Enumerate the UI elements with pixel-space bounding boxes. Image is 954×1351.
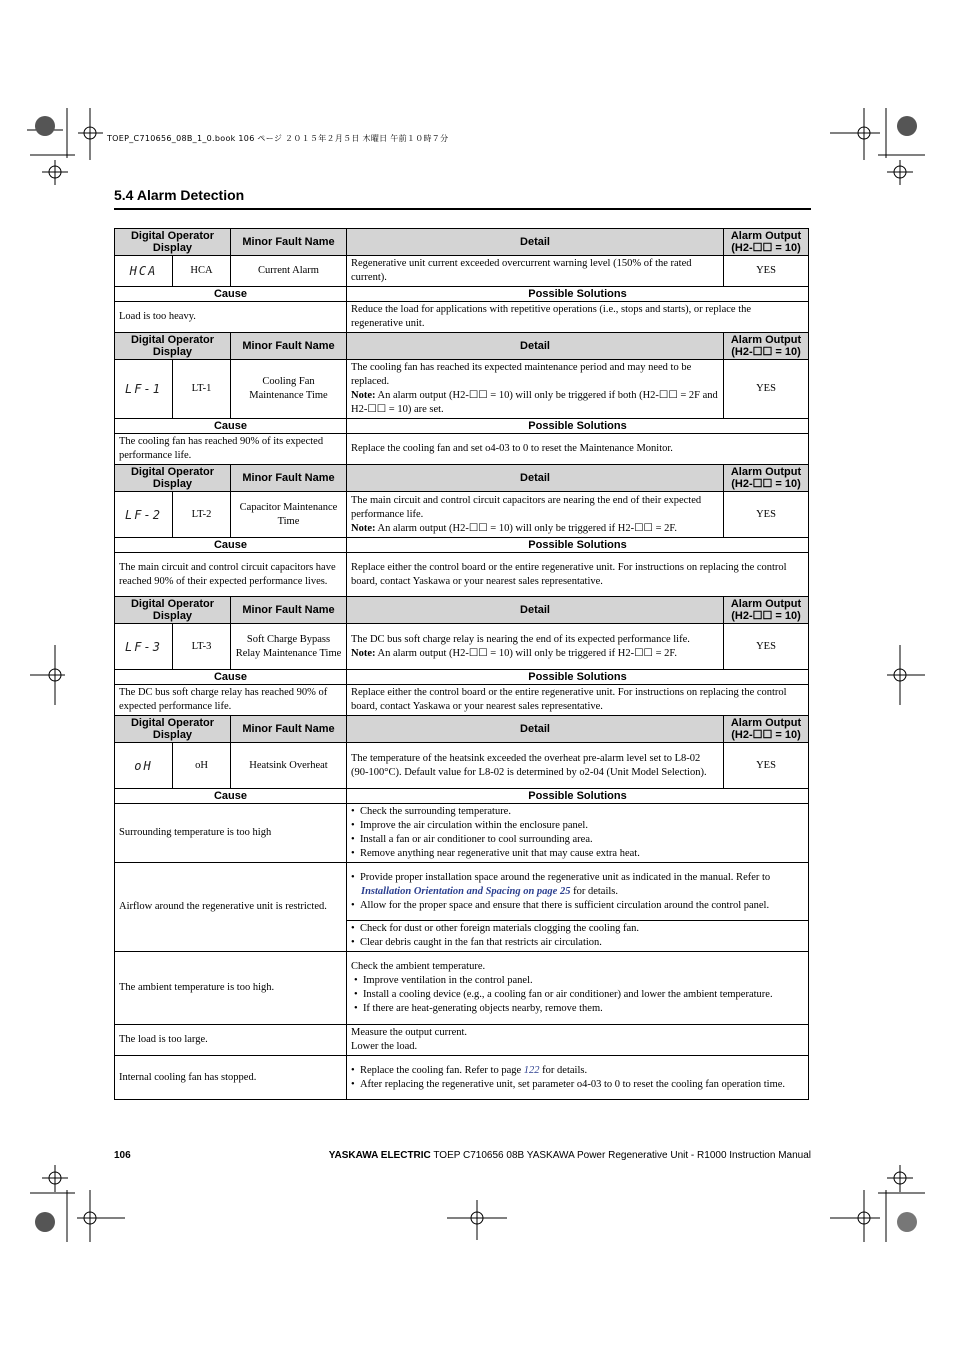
solution-item: • If there are heat-generating objects nearby, remove them. bbox=[354, 1002, 804, 1016]
cause-text: The main circuit and control circuit capacitors have reached 90% of their expected performance lives. bbox=[115, 553, 347, 597]
alarm-code: LT-1 bbox=[173, 360, 231, 419]
header-minor-fault: Minor Fault Name bbox=[231, 333, 347, 360]
alarm-detail bbox=[347, 624, 724, 670]
solution-line: Lower the load. bbox=[351, 1041, 418, 1052]
alarm-detail: The temperature of the heatsink exceeded the overheat pre-alarm level set to L8-02 (90-100°C). Default value for L8-02 is determined by o2-04 (Unit Model Selection). bbox=[347, 743, 724, 789]
cause-text: Load is too heavy. bbox=[115, 302, 347, 333]
solution-item: • Replace the cooling fan. Refer to page 122 for details. bbox=[351, 1064, 804, 1078]
alarm-row bbox=[115, 624, 809, 670]
cause-text: Airflow around the regenerative unit is restricted. bbox=[115, 863, 347, 952]
cause-header: Cause bbox=[115, 789, 347, 804]
solution-list bbox=[347, 804, 809, 863]
cause-header: Cause bbox=[115, 287, 347, 302]
table-header-row bbox=[115, 333, 809, 360]
book-line: TOEP_C710656_08B_1_0.book 106 ページ ２０１５年２月５日 木曜日 午前１０時７分 bbox=[107, 134, 449, 143]
cause-header-row bbox=[115, 287, 809, 302]
alarm-code: HCA bbox=[173, 256, 231, 287]
header-minor-fault: Minor Fault Name bbox=[231, 716, 347, 743]
section-title: 5.4 Alarm Detection bbox=[114, 187, 245, 203]
solution-list bbox=[347, 1025, 809, 1056]
cause-text: The ambient temperature is too high. bbox=[115, 952, 347, 1025]
display-symbol: HCA bbox=[115, 256, 173, 287]
solution-item: • Remove anything near regenerative unit that may cause extra heat. bbox=[351, 847, 804, 861]
cause-text: The load is too large. bbox=[115, 1025, 347, 1056]
alarm-name: Soft Charge Bypass Relay Maintenance Time bbox=[231, 624, 347, 670]
installation-spacing-link[interactable]: Installation Orientation and Spacing on page 25 bbox=[361, 885, 571, 897]
solution-intro: Check the ambient temperature. bbox=[351, 961, 486, 972]
cause-row bbox=[115, 1025, 809, 1056]
alarm-name: Cooling Fan Maintenance Time bbox=[231, 360, 347, 419]
header-display: Digital Operator Display bbox=[115, 229, 231, 256]
alarm-code: LT-2 bbox=[173, 492, 231, 538]
header-detail: Detail bbox=[347, 597, 724, 624]
display-symbol: LF-2 bbox=[115, 492, 173, 538]
cause-header: Cause bbox=[115, 670, 347, 685]
header-detail: Detail bbox=[347, 465, 724, 492]
alarm-output: YES bbox=[724, 360, 809, 419]
solution-item: • Check for dust or other foreign materials clogging the cooling fan. bbox=[351, 922, 804, 936]
header-detail: Detail bbox=[347, 333, 724, 360]
display-symbol: LF-3 bbox=[115, 624, 173, 670]
solution-list bbox=[347, 952, 809, 1025]
cause-header-row bbox=[115, 670, 809, 685]
alarm-detail bbox=[347, 360, 724, 419]
cause-row bbox=[115, 863, 809, 921]
table-header-row bbox=[115, 465, 809, 492]
cause-row bbox=[115, 952, 809, 1025]
display-symbol: LF-1 bbox=[115, 360, 173, 419]
alarm-row bbox=[115, 743, 809, 789]
alarm-name: Heatsink Overheat bbox=[231, 743, 347, 789]
cause-row bbox=[115, 685, 809, 716]
alarm-name: Capacitor Maintenance Time bbox=[231, 492, 347, 538]
footer-brand: YASKAWA ELECTRIC bbox=[328, 1150, 431, 1161]
cause-header-row bbox=[115, 789, 809, 804]
detail-text: The DC bus soft charge relay is nearing the end of its expected performance life. bbox=[351, 633, 690, 645]
alarm-output: YES bbox=[724, 256, 809, 287]
header-alarm-output: Alarm Output (H2-☐☐ = 10) bbox=[724, 229, 809, 256]
cause-header-row bbox=[115, 538, 809, 553]
solutions-header: Possible Solutions bbox=[347, 538, 809, 553]
footer-text bbox=[329, 1150, 811, 1161]
footer-doc: TOEP C710656 08B YASKAWA Power Regenerative Unit - R1000 Instruction Manual bbox=[430, 1150, 811, 1161]
solution-text: Replace the cooling fan and set o4-03 to 0 to reset the Maintenance Monitor. bbox=[347, 434, 809, 465]
solution-list bbox=[347, 1056, 809, 1100]
solution-text: Reduce the load for applications with repetitive operations (i.e., stops and starts), or replace the regenerative unit. bbox=[347, 302, 809, 333]
alarm-output: YES bbox=[724, 743, 809, 789]
header-display: Digital Operator Display bbox=[115, 597, 231, 624]
solution-item: • Install a cooling device (e.g., a cooling fan or air conditioner) and lower the ambient temperature. bbox=[354, 988, 804, 1002]
note-text: An alarm output (H2-☐☐ = 10) will only be triggered if H2-☐☐ = 2F. bbox=[377, 522, 677, 534]
cause-text: Surrounding temperature is too high bbox=[115, 804, 347, 863]
solution-list bbox=[347, 921, 809, 952]
solution-list bbox=[347, 863, 809, 921]
table-header-row bbox=[115, 716, 809, 743]
header-display: Digital Operator Display bbox=[115, 716, 231, 743]
section-rule bbox=[114, 208, 811, 210]
solutions-header: Possible Solutions bbox=[347, 670, 809, 685]
note-label: Note: bbox=[351, 647, 376, 659]
cause-row bbox=[115, 434, 809, 465]
cause-header: Cause bbox=[115, 538, 347, 553]
header-display: Digital Operator Display bbox=[115, 333, 231, 360]
header-alarm-output: Alarm Output (H2-☐☐ = 10) bbox=[724, 465, 809, 492]
alarm-detail: Regenerative unit current exceeded overcurrent warning level (150% of the rated current). bbox=[347, 256, 724, 287]
page-number: 106 bbox=[114, 1150, 131, 1161]
alarm-code: LT-3 bbox=[173, 624, 231, 670]
note-label: Note: bbox=[351, 390, 376, 401]
cause-text: The DC bus soft charge relay has reached 90% of expected performance life. bbox=[115, 685, 347, 716]
cause-header: Cause bbox=[115, 419, 347, 434]
header-alarm-output: Alarm Output (H2-☐☐ = 10) bbox=[724, 716, 809, 743]
alarm-name: Current Alarm bbox=[231, 256, 347, 287]
alarm-output: YES bbox=[724, 624, 809, 670]
solution-item: • Improve ventilation in the control panel. bbox=[354, 974, 804, 988]
page-122-link[interactable]: 122 bbox=[523, 1064, 540, 1076]
detail-text: The main circuit and control circuit capacitors are nearing the end of their expected performance life. bbox=[351, 494, 702, 520]
note-text: An alarm output (H2-☐☐ = 10) will only be triggered if H2-☐☐ = 2F. bbox=[377, 647, 677, 659]
header-alarm-output: Alarm Output (H2-☐☐ = 10) bbox=[724, 333, 809, 360]
cause-row bbox=[115, 804, 809, 863]
solution-item: • Check the surrounding temperature. bbox=[351, 805, 804, 819]
cause-row bbox=[115, 553, 809, 597]
header-minor-fault: Minor Fault Name bbox=[231, 597, 347, 624]
header-alarm-output: Alarm Output (H2-☐☐ = 10) bbox=[724, 597, 809, 624]
alarm-row bbox=[115, 492, 809, 538]
solution-item: • Clear debris caught in the fan that restricts air circulation. bbox=[351, 936, 804, 950]
solution-item: • Provide proper installation space around the regenerative unit as indicated in the manual. Refer to Installation Orientation and Spacing on page 25 for details. bbox=[351, 871, 804, 899]
alarm-table bbox=[114, 228, 809, 1100]
table-header-row bbox=[115, 229, 809, 256]
header-detail: Detail bbox=[347, 229, 724, 256]
alarm-code: oH bbox=[173, 743, 231, 789]
solution-item: • After replacing the regenerative unit, set parameter o4-03 to 0 to reset the cooling fan operation time. bbox=[351, 1078, 804, 1092]
cause-row bbox=[115, 1056, 809, 1100]
solutions-header: Possible Solutions bbox=[347, 789, 809, 804]
header-minor-fault: Minor Fault Name bbox=[231, 465, 347, 492]
alarm-output: YES bbox=[724, 492, 809, 538]
header-minor-fault: Minor Fault Name bbox=[231, 229, 347, 256]
display-symbol: oH bbox=[115, 743, 173, 789]
cause-header-row bbox=[115, 419, 809, 434]
solution-text: Replace either the control board or the entire regenerative unit. For instructions on replacing the control board, contact Yaskawa or your nearest sales representative. bbox=[347, 685, 809, 716]
solutions-header: Possible Solutions bbox=[347, 419, 809, 434]
note-label: Note: bbox=[351, 522, 376, 534]
header-detail: Detail bbox=[347, 716, 724, 743]
cause-text: The cooling fan has reached 90% of its expected performance life. bbox=[115, 434, 347, 465]
solution-line: Measure the output current. bbox=[351, 1027, 468, 1038]
solution-text: Replace either the control board or the entire regenerative unit. For instructions on replacing the control board, contact Yaskawa or your nearest sales representative. bbox=[347, 553, 809, 597]
solutions-header: Possible Solutions bbox=[347, 287, 809, 302]
table-header-row bbox=[115, 597, 809, 624]
alarm-detail bbox=[347, 492, 724, 538]
note-text: An alarm output (H2-☐☐ = 10) will only be triggered if both (H2-☐☐ = 2F and H2-☐☐ = 10) are set. bbox=[351, 390, 718, 415]
cause-row bbox=[115, 302, 809, 333]
solution-item: • Improve the air circulation within the enclosure panel. bbox=[351, 819, 804, 833]
solution-item: • Allow for the proper space and ensure that there is sufficient circulation around the control panel. bbox=[351, 899, 804, 913]
detail-text: The cooling fan has reached its expected maintenance period and may need to be replaced. bbox=[351, 362, 692, 387]
cause-text: Internal cooling fan has stopped. bbox=[115, 1056, 347, 1100]
solution-item: • Install a fan or air conditioner to cool surrounding area. bbox=[351, 833, 804, 847]
alarm-row bbox=[115, 256, 809, 287]
alarm-row bbox=[115, 360, 809, 419]
header-display: Digital Operator Display bbox=[115, 465, 231, 492]
